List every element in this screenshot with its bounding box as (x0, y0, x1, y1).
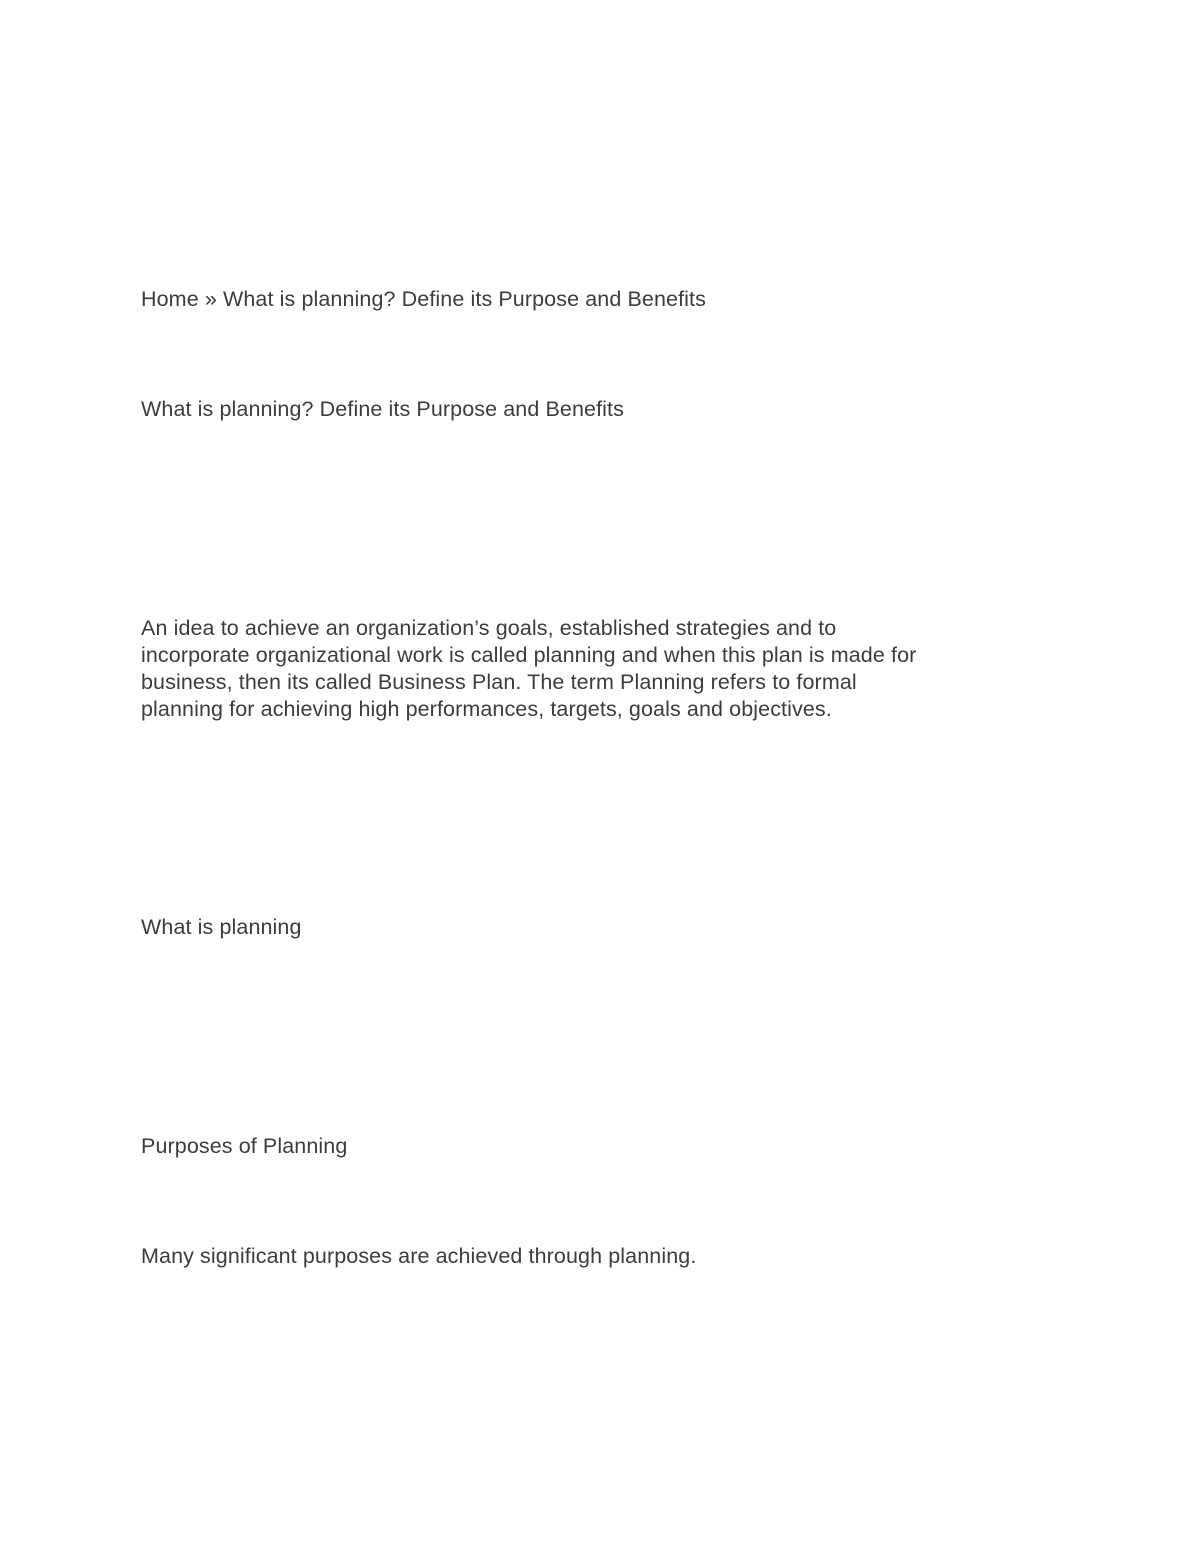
breadcrumb (141, 286, 706, 313)
intro-line-4: planning for achieving high performances, targets, goals and objectives. (141, 697, 832, 721)
intro-line-2: incorporate organizational work is called planning and when this plan is made for (141, 643, 917, 667)
section-heading-purposes: Purposes of Planning (141, 1134, 348, 1158)
intro-line-3: business, then its called Business Plan. The term Planning refers to formal (141, 670, 857, 694)
breadcrumb-current: What is planning? Define its Purpose and Benefits (222, 287, 706, 311)
section-heading-what-is-planning: What is planning (141, 915, 302, 939)
page-title: What is planning? Define its Purpose and Benefits (141, 397, 624, 421)
breadcrumb-home-link[interactable]: Home (141, 287, 199, 311)
intro-line-1: An idea to achieve an organization’s goals, established strategies and to (141, 616, 837, 640)
purposes-intro-paragraph: Many significant purposes are achieved through planning. (141, 1244, 697, 1268)
breadcrumb-separator: » (204, 287, 217, 311)
intro-paragraph (141, 615, 1071, 723)
